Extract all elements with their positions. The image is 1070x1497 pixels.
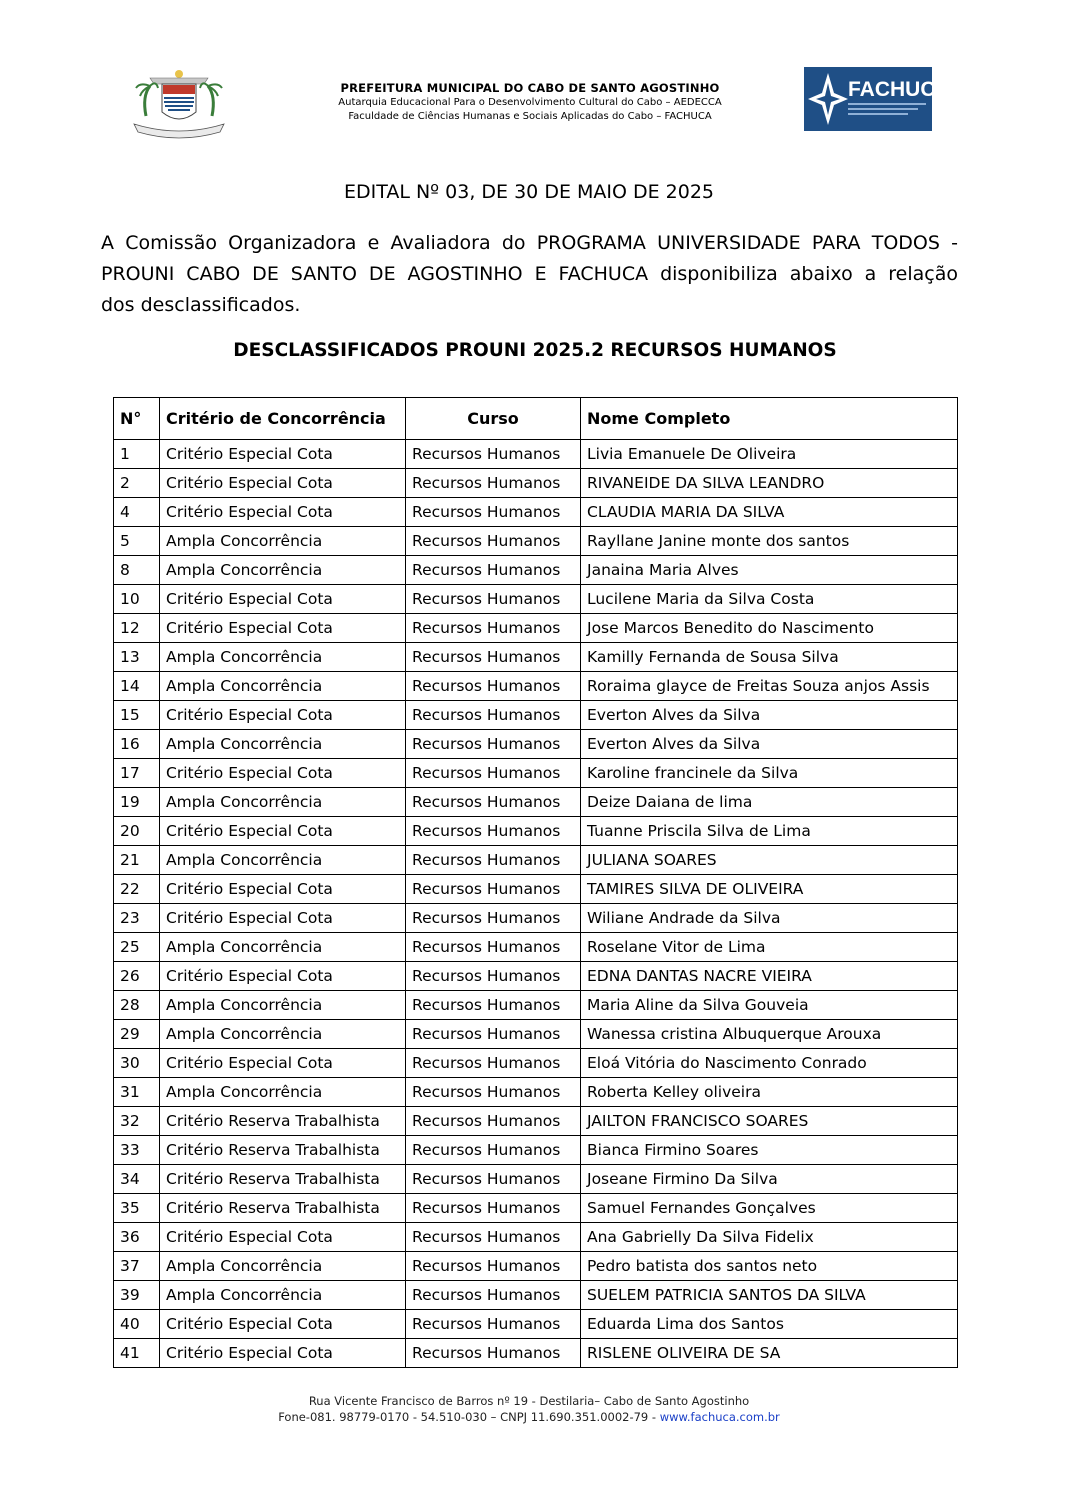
- table-row: [114, 527, 958, 556]
- row-number: 22: [114, 875, 160, 904]
- row-criterio: Critério Reserva Trabalhista: [160, 1194, 406, 1223]
- table-row: [114, 672, 958, 701]
- row-nome: Wanessa cristina Albuquerque Arouxa: [581, 1020, 958, 1049]
- row-criterio: Ampla Concorrência: [160, 846, 406, 875]
- row-curso: Recursos Humanos: [406, 1107, 581, 1136]
- header-curso: Curso: [406, 398, 581, 440]
- municipal-crest-logo: [128, 66, 230, 142]
- row-curso: Recursos Humanos: [406, 614, 581, 643]
- intro-line-1: A Comissão Organizadora e Avaliadora do PROGRAMA UNIVERSIDADE PARA TODOS -: [101, 232, 958, 254]
- row-number: 28: [114, 991, 160, 1020]
- table-row: [114, 730, 958, 759]
- table-row: [114, 1078, 958, 1107]
- row-criterio: Critério Especial Cota: [160, 1339, 406, 1368]
- row-criterio: Critério Especial Cota: [160, 904, 406, 933]
- table-row: [114, 1194, 958, 1223]
- institution-header: [270, 80, 790, 124]
- row-number: 32: [114, 1107, 160, 1136]
- table-row: [114, 817, 958, 846]
- row-criterio: Critério Especial Cota: [160, 962, 406, 991]
- row-nome: RIVANEIDE DA SILVA LEANDRO: [581, 469, 958, 498]
- row-curso: Recursos Humanos: [406, 991, 581, 1020]
- disqualified-table: [113, 397, 958, 1368]
- row-number: 2: [114, 469, 160, 498]
- row-criterio: Critério Especial Cota: [160, 469, 406, 498]
- intro-line-2: PROUNI CABO DE SANTO DE AGOSTINHO E FACHUCA disponibiliza abaixo a relação: [101, 263, 958, 285]
- row-criterio: Critério Especial Cota: [160, 614, 406, 643]
- table-row: [114, 991, 958, 1020]
- row-curso: Recursos Humanos: [406, 1252, 581, 1281]
- table-row: [114, 846, 958, 875]
- row-nome: TAMIRES SILVA DE OLIVEIRA: [581, 875, 958, 904]
- row-criterio: Ampla Concorrência: [160, 1281, 406, 1310]
- row-nome: Roselane Vitor de Lima: [581, 933, 958, 962]
- row-number: 41: [114, 1339, 160, 1368]
- intro-paragraph: [101, 228, 958, 321]
- row-number: 20: [114, 817, 160, 846]
- table-row: [114, 1339, 958, 1368]
- row-criterio: Critério Reserva Trabalhista: [160, 1136, 406, 1165]
- table-row: [114, 556, 958, 585]
- row-nome: SUELEM PATRICIA SANTOS DA SILVA: [581, 1281, 958, 1310]
- row-nome: Bianca Firmino Soares: [581, 1136, 958, 1165]
- row-criterio: Critério Especial Cota: [160, 1049, 406, 1078]
- row-nome: Samuel Fernandes Gonçalves: [581, 1194, 958, 1223]
- row-number: 31: [114, 1078, 160, 1107]
- row-nome: Jose Marcos Benedito do Nascimento: [581, 614, 958, 643]
- row-number: 34: [114, 1165, 160, 1194]
- row-criterio: Ampla Concorrência: [160, 730, 406, 759]
- row-curso: Recursos Humanos: [406, 1020, 581, 1049]
- row-number: 37: [114, 1252, 160, 1281]
- table-row: [114, 904, 958, 933]
- row-curso: Recursos Humanos: [406, 875, 581, 904]
- row-nome: Deize Daiana de lima: [581, 788, 958, 817]
- row-number: 12: [114, 614, 160, 643]
- row-nome: JAILTON FRANCISCO SOARES: [581, 1107, 958, 1136]
- row-number: 8: [114, 556, 160, 585]
- row-criterio: Ampla Concorrência: [160, 1078, 406, 1107]
- row-number: 23: [114, 904, 160, 933]
- row-curso: Recursos Humanos: [406, 933, 581, 962]
- table-row: [114, 614, 958, 643]
- row-criterio: Ampla Concorrência: [160, 933, 406, 962]
- table-row: [114, 1136, 958, 1165]
- row-criterio: Critério Reserva Trabalhista: [160, 1165, 406, 1194]
- row-curso: Recursos Humanos: [406, 556, 581, 585]
- row-curso: Recursos Humanos: [406, 962, 581, 991]
- list-subtitle: DESCLASSIFICADOS PROUNI 2025.2 RECURSOS HUMANOS: [233, 340, 837, 361]
- table-row: [114, 643, 958, 672]
- row-criterio: Critério Reserva Trabalhista: [160, 1107, 406, 1136]
- table-row: [114, 933, 958, 962]
- row-nome: EDNA DANTAS NACRE VIEIRA: [581, 962, 958, 991]
- row-curso: Recursos Humanos: [406, 469, 581, 498]
- table-row: [114, 701, 958, 730]
- row-curso: Recursos Humanos: [406, 585, 581, 614]
- table-row: [114, 1107, 958, 1136]
- row-number: 1: [114, 440, 160, 469]
- row-nome: Kamilly Fernanda de Sousa Silva: [581, 643, 958, 672]
- header-criterio: Critério de Concorrência: [160, 398, 406, 440]
- intro-line-3: dos desclassificados.: [101, 294, 301, 316]
- row-curso: Recursos Humanos: [406, 498, 581, 527]
- row-number: 15: [114, 701, 160, 730]
- row-criterio: Critério Especial Cota: [160, 1310, 406, 1339]
- table-row: [114, 469, 958, 498]
- row-nome: Eduarda Lima dos Santos: [581, 1310, 958, 1339]
- row-curso: Recursos Humanos: [406, 1339, 581, 1368]
- row-criterio: Critério Especial Cota: [160, 498, 406, 527]
- row-curso: Recursos Humanos: [406, 1281, 581, 1310]
- header-number: N°: [114, 398, 160, 440]
- row-criterio: Ampla Concorrência: [160, 1252, 406, 1281]
- row-nome: Joseane Firmino Da Silva: [581, 1165, 958, 1194]
- row-nome: Ana Gabrielly Da Silva Fidelix: [581, 1223, 958, 1252]
- table-row: [114, 498, 958, 527]
- row-number: 17: [114, 759, 160, 788]
- row-curso: Recursos Humanos: [406, 643, 581, 672]
- row-curso: Recursos Humanos: [406, 1078, 581, 1107]
- table-row: [114, 440, 958, 469]
- row-nome: Eloá Vitória do Nascimento Conrado: [581, 1049, 958, 1078]
- faculdade-name: Faculdade de Ciências Humanas e Sociais Aplicadas do Cabo – FACHUCA: [348, 111, 712, 122]
- row-curso: Recursos Humanos: [406, 440, 581, 469]
- footer-address: Rua Vicente Francisco de Barros nº 19 - Destilaria– Cabo de Santo Agostinho: [308, 1394, 750, 1408]
- row-criterio: Critério Especial Cota: [160, 1223, 406, 1252]
- row-curso: Recursos Humanos: [406, 1165, 581, 1194]
- table-row: [114, 875, 958, 904]
- row-curso: Recursos Humanos: [406, 1049, 581, 1078]
- footer-website-link[interactable]: www.fachuca.com.br: [659, 1410, 780, 1424]
- institution-name: PREFEITURA MUNICIPAL DO CABO DE SANTO AGOSTINHO: [340, 81, 720, 95]
- edital-title: EDITAL Nº 03, DE 30 DE MAIO DE 2025: [343, 181, 715, 203]
- row-number: 14: [114, 672, 160, 701]
- row-criterio: Ampla Concorrência: [160, 527, 406, 556]
- row-nome: Pedro batista dos santos neto: [581, 1252, 958, 1281]
- table-row: [114, 1165, 958, 1194]
- row-curso: Recursos Humanos: [406, 788, 581, 817]
- row-number: 26: [114, 962, 160, 991]
- row-nome: Everton Alves da Silva: [581, 730, 958, 759]
- table-row: [114, 585, 958, 614]
- row-criterio: Critério Especial Cota: [160, 875, 406, 904]
- page-footer: [0, 1393, 1058, 1425]
- row-number: 29: [114, 1020, 160, 1049]
- table-row: [114, 962, 958, 991]
- table-row: [114, 1223, 958, 1252]
- row-number: 5: [114, 527, 160, 556]
- table-row: [114, 1281, 958, 1310]
- row-curso: Recursos Humanos: [406, 672, 581, 701]
- row-curso: Recursos Humanos: [406, 817, 581, 846]
- row-criterio: Ampla Concorrência: [160, 556, 406, 585]
- table-row: [114, 1020, 958, 1049]
- row-criterio: Ampla Concorrência: [160, 672, 406, 701]
- row-number: 30: [114, 1049, 160, 1078]
- row-curso: Recursos Humanos: [406, 846, 581, 875]
- row-nome: Roraima glayce de Freitas Souza anjos Assis: [581, 672, 958, 701]
- row-criterio: Critério Especial Cota: [160, 817, 406, 846]
- row-number: 21: [114, 846, 160, 875]
- row-number: 16: [114, 730, 160, 759]
- row-criterio: Ampla Concorrência: [160, 991, 406, 1020]
- table-row: [114, 759, 958, 788]
- row-criterio: Critério Especial Cota: [160, 701, 406, 730]
- row-nome: Janaina Maria Alves: [581, 556, 958, 585]
- row-number: 35: [114, 1194, 160, 1223]
- row-nome: Roberta Kelley oliveira: [581, 1078, 958, 1107]
- row-curso: Recursos Humanos: [406, 1310, 581, 1339]
- row-nome: Karoline francinele da Silva: [581, 759, 958, 788]
- row-criterio: Ampla Concorrência: [160, 1020, 406, 1049]
- row-criterio: Critério Especial Cota: [160, 585, 406, 614]
- row-curso: Recursos Humanos: [406, 730, 581, 759]
- row-nome: JULIANA SOARES: [581, 846, 958, 875]
- row-criterio: Critério Especial Cota: [160, 759, 406, 788]
- row-criterio: Ampla Concorrência: [160, 643, 406, 672]
- row-nome: Livia Emanuele De Oliveira: [581, 440, 958, 469]
- row-curso: Recursos Humanos: [406, 1223, 581, 1252]
- fachuca-logo-text: FACHUCA: [848, 78, 951, 101]
- table-row: [114, 1049, 958, 1078]
- row-nome: Everton Alves da Silva: [581, 701, 958, 730]
- table-row: [114, 788, 958, 817]
- header-nome: Nome Completo: [581, 398, 958, 440]
- row-number: 40: [114, 1310, 160, 1339]
- footer-contact: [0, 1409, 1058, 1425]
- row-number: 19: [114, 788, 160, 817]
- table-row: [114, 1252, 958, 1281]
- row-curso: Recursos Humanos: [406, 1194, 581, 1223]
- row-number: 4: [114, 498, 160, 527]
- row-curso: Recursos Humanos: [406, 1136, 581, 1165]
- table-body: [114, 440, 958, 1368]
- row-number: 39: [114, 1281, 160, 1310]
- row-nome: RISLENE OLIVEIRA DE SA: [581, 1339, 958, 1368]
- row-curso: Recursos Humanos: [406, 759, 581, 788]
- row-criterio: Critério Especial Cota: [160, 440, 406, 469]
- row-curso: Recursos Humanos: [406, 904, 581, 933]
- row-nome: Maria Aline da Silva Gouveia: [581, 991, 958, 1020]
- row-number: 13: [114, 643, 160, 672]
- row-nome: Lucilene Maria da Silva Costa: [581, 585, 958, 614]
- row-number: 10: [114, 585, 160, 614]
- row-nome: Rayllane Janine monte dos santos: [581, 527, 958, 556]
- fachuca-logo-mark: [804, 67, 951, 131]
- row-curso: Recursos Humanos: [406, 527, 581, 556]
- row-nome: Wiliane Andrade da Silva: [581, 904, 958, 933]
- row-number: 36: [114, 1223, 160, 1252]
- row-number: 25: [114, 933, 160, 962]
- table-header-row: [114, 398, 958, 440]
- table-row: [114, 1310, 958, 1339]
- autarquia-name: Autarquia Educacional Para o Desenvolvimento Cultural do Cabo – AEDECCA: [338, 97, 722, 108]
- row-nome: CLAUDIA MARIA DA SILVA: [581, 498, 958, 527]
- row-number: 33: [114, 1136, 160, 1165]
- footer-phone-cnpj: Fone-081. 98779-0170 - 54.510-030 – CNPJ 11.690.351.0002-79 -: [278, 1410, 660, 1424]
- row-criterio: Ampla Concorrência: [160, 788, 406, 817]
- fachuca-logo: [804, 67, 951, 131]
- row-nome: Tuanne Priscila Silva de Lima: [581, 817, 958, 846]
- row-curso: Recursos Humanos: [406, 701, 581, 730]
